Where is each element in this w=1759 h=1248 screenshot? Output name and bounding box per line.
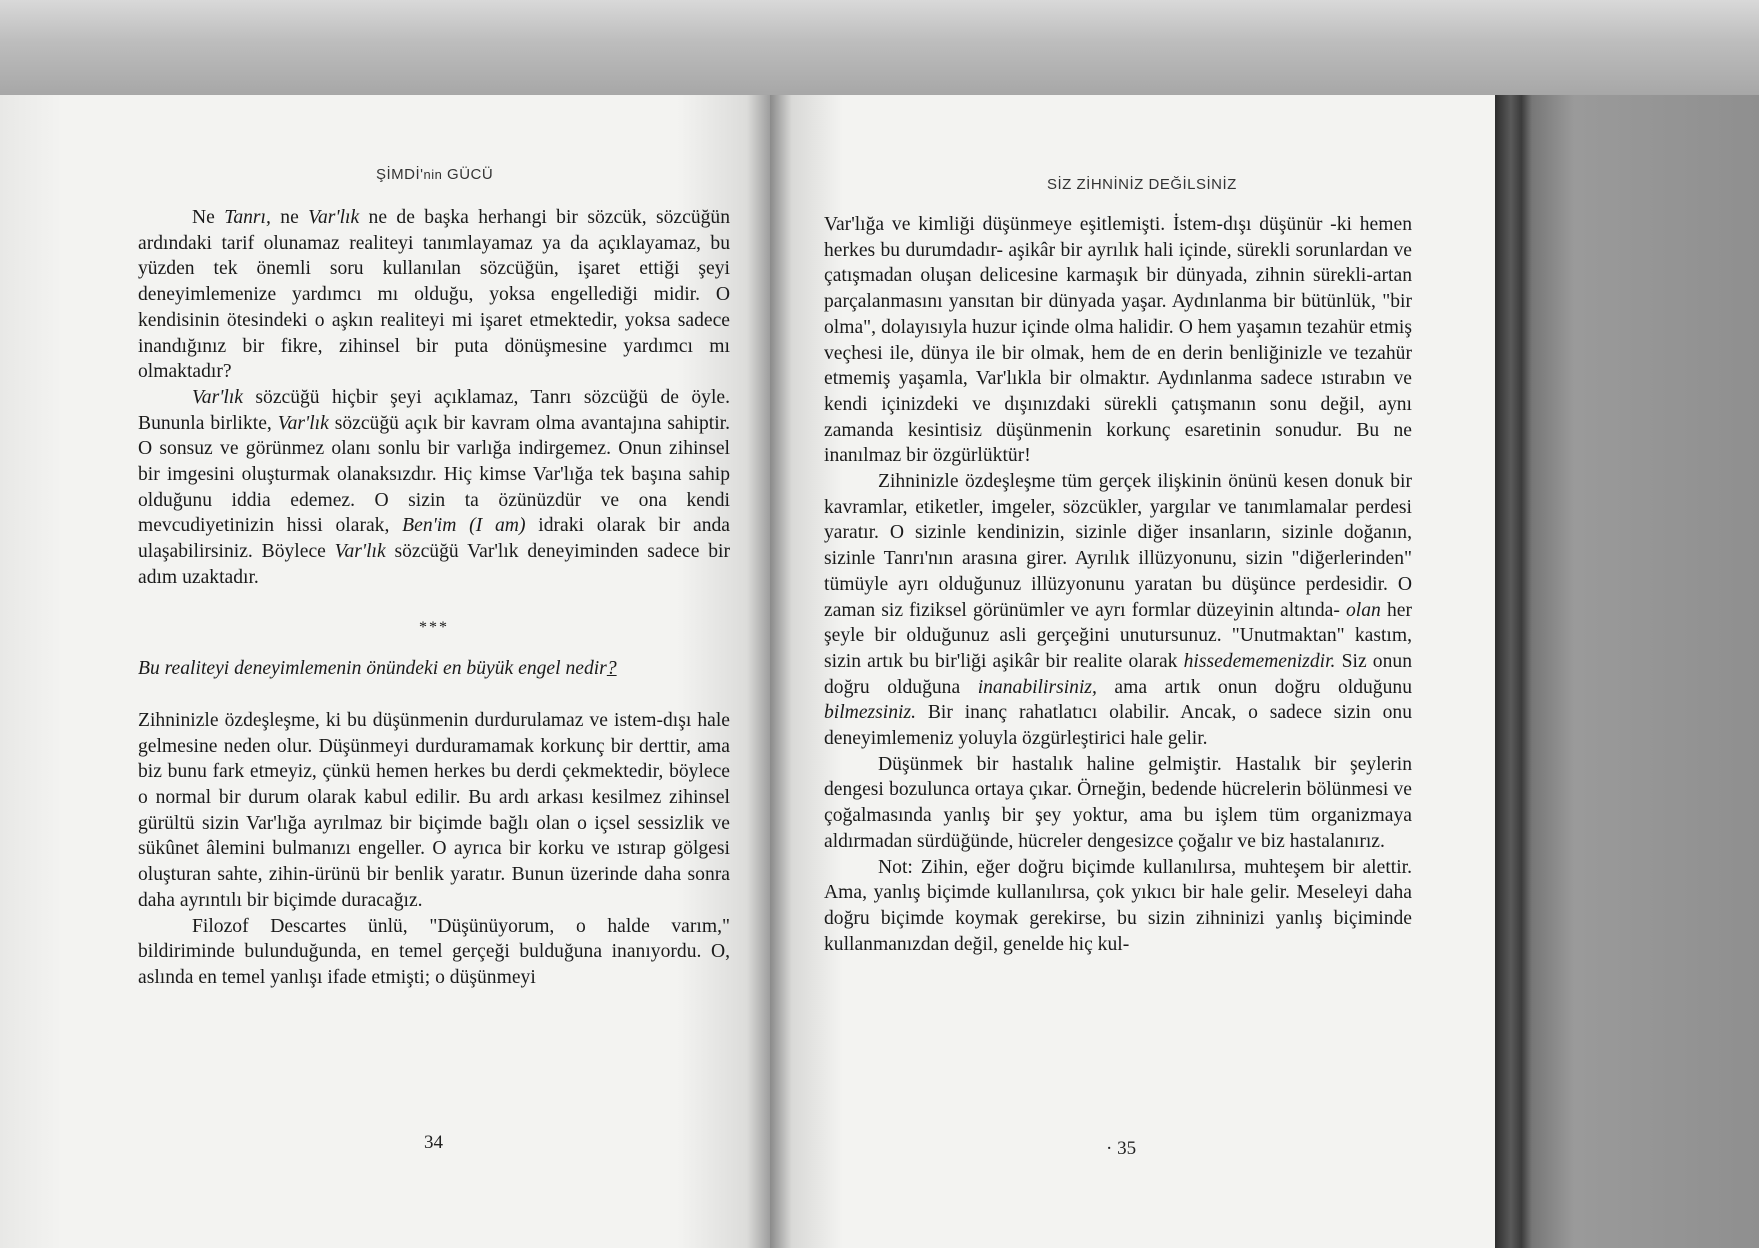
left-page-text (138, 205, 730, 991)
right-running-head: SİZ ZİHNİNİZ DEĞİLSİNİZ (1047, 176, 1237, 193)
left-paragraph-4: Filozof Descartes ünlü, "Düşünüyorum, o halde varım," bildiriminde bulunduğunda, en temel gerçeği bulduğuna inanıyordu. O, aslında en temel yanlışı ifade etmişti; o düşünmeyi (138, 915, 730, 988)
right-paragraph-3: Düşünmek bir hastalık haline gelmiştir. Hastalık bir şeylerin dengesi bozulunca ortaya çıkar. Örneğin, bedende hücrelerin bölünmesi ve çoğalmasında yanlış bir şey yoktur, ama bu işlem tüm organizmaya aldırmadan sürdüğünde, hücreler dengesizce çoğalır ve biz hastalanırız. (824, 753, 1412, 852)
italic-term: Tanrı, (224, 207, 271, 228)
book-page-edges (1495, 95, 1759, 1248)
right-page-number: · 35 (1106, 1138, 1137, 1159)
italic-term: olan (1346, 599, 1381, 621)
left-paragraph-3: Zihninizle özdeşleşme, ki bu düşünmenin durdurulamaz ve istem-dışı hale gelmesine neden olur. Düşünmeyi durduramamak korkunç bir derttir, ama biz bunu fark etmeyiz, çünkü hemen herkes bu derdi çekmektedir, böylece o normal bir durum olarak kabul edilir. Bu ardı arkası kesilmez zihinsel gürültü sizin Var'lığa ayrılmaz bir biçimde bağlı olan o içsel sessizlik ve sükûnet âlemini bulmanızı engeller. O ayrıca bir korku ve ıstırap gölgesi oluşturan sahte, zihin-ürünü bir benlik yaratır. Bunun üzerinde daha sonra daha ayrıntılı bir biçimde duracağız. (138, 709, 730, 911)
section-separator: *** (419, 618, 449, 636)
italic-term: bilmezsiniz. (824, 702, 916, 724)
right-paragraph-2: Zihninizle özdeşleşme tüm gerçek ilişkinin önünü kesen donuk bir kavramlar, etiketler, imgeler, sözcükler, yargılar ve tanımlamalar perdesi yaratır. O sizinle kendinizin, sizinle diğer insanların, sizinle doğanın, sizinle Tanrı'nın arasına girer. Ayrılık illüzyonunu, sizin "diğerlerinden" tümüyle ayrı olduğunuz illüzyonunu yaratan bu düşünce perdesidir. O zaman siz fiziksel görünümler ve ayrı formlar düzeyinin altında- olan her şeyle bir olduğunuz asli gerçeğini unutursunuz. "Unutmaktan" kastım, sizin artık bu bir'liği aşikâr bir realite olarak hissedememenizdir. Siz onun doğru olduğuna inanabilirsiniz, ama artık onun doğru olduğunu bilmezsiniz. Bir inanç rahatlatıcı olabilir. Ancak, o sadece sizin onu deneyimlemeniz yoluyla özgürleştirici hale gelir. (824, 471, 1412, 750)
left-paragraph-2: Var'lık sözcüğü hiçbir şeyi açıklamaz, Tanrı sözcüğü de öyle. Bununla birlikte, Var'lık sözcüğü açık bir kavram olma avantajına sahiptir. O sonsuz ve görünmez olanı sonlu bir varlığa indirgemez. Onun zihinsel bir imgesini oluşturmak olanaksızdır. Hiç kimse Var'lığa tek başına sahip olduğunu iddia edemez. O sizin ta özünüzdür ve ona kendi mevcudiyetinizin hissi olarak, Ben'im (I am) idraki olarak bir anda ulaşabilirsiniz. Böylece Var'lık sözcüğü Var'lık deneyiminden sadece bir adım uzaktadır. (138, 386, 730, 588)
italic-term: Var'lık (308, 207, 360, 228)
section-question: Bu realiteyi deneyimlemenin önündeki en büyük engel nedir? (138, 658, 617, 680)
right-paragraph-1: Var'lığa ve kimliği düşünmeye eşitlemişti. İstem-dışı düşünür -ki hemen herkes bu durumdadır- aşikâr bir ayrılık hali içinde, sürekli sorunlardan ve çatışmadan oluşan delicesine karmaşık bir dünyada, zihnin sürekli-artan parçalanmasını yansıtan bir dünyada yaşar. Aydınlanma bir bütünlük, "bir olma", dolayısıyla huzur içinde olma halidir. O hem yaşamın tezahür etmiş veçhesi ile, dünya ile bir olmak, hem de en derin benliğinizle ve tezahür etmemiş yaşamla, Var'lıkla bir olmaktır. Aydınlanma sadece ıstırabın ve kendi içinizdeki ve dışınızdaki sürekli çatışmanın sonu değil, aynı zamanda kesintisiz düşünmenin korkunç esaretinin sonudur. Bu ne inanılmaz bir özgürlüktür! (824, 214, 1412, 467)
italic-term: Var'lık (334, 541, 386, 563)
italic-term: Var'lık (192, 386, 243, 408)
left-paragraph-1: Ne Tanrı, ne Var'lık ne de başka herhangi bir sözcük, sözcüğün ardındaki tarif olunamaz realiteyi tanımlayamaz ya da açıklayamaz, bu yüzden tek önemli soru kullanılan sözcüğün, işaret ettiği şeyi deneyimlemenize yardımcı mı olduğu, yoksa engellediği midir. O kendisinin ötesindeki o aşkın realiteyi mi işaret etmektedir, yoksa sadece inandığınız bir fikre, zihinsel bir puta dönüşmesine yardımcı mı olmaktadır? (138, 207, 731, 383)
italic-term: hissedememenizdir. (1183, 650, 1336, 672)
left-page-number: 34 (424, 1132, 443, 1153)
scan-background-top (0, 0, 1759, 105)
right-page-text (824, 212, 1412, 957)
italic-term: Ben'im (I am) (402, 515, 526, 537)
italic-term: inanabilirsiniz, (977, 676, 1097, 698)
left-running-head: ŞİMDİ'nin GÜCÜ (376, 166, 494, 183)
italic-term: Var'lık (277, 412, 329, 434)
right-paragraph-4: Not: Zihin, eğer doğru biçimde kullanılırsa, muhteşem bir alettir. Ama, yanlış biçimde kullanılırsa, çok yıkıcı bir hale gelir. Meseleyi daha doğru biçimde koymak gerekirse, bu sizin zihninizi yanlış biçiminde kullanmanızdan değil, genelde hiç kul- (824, 856, 1412, 955)
